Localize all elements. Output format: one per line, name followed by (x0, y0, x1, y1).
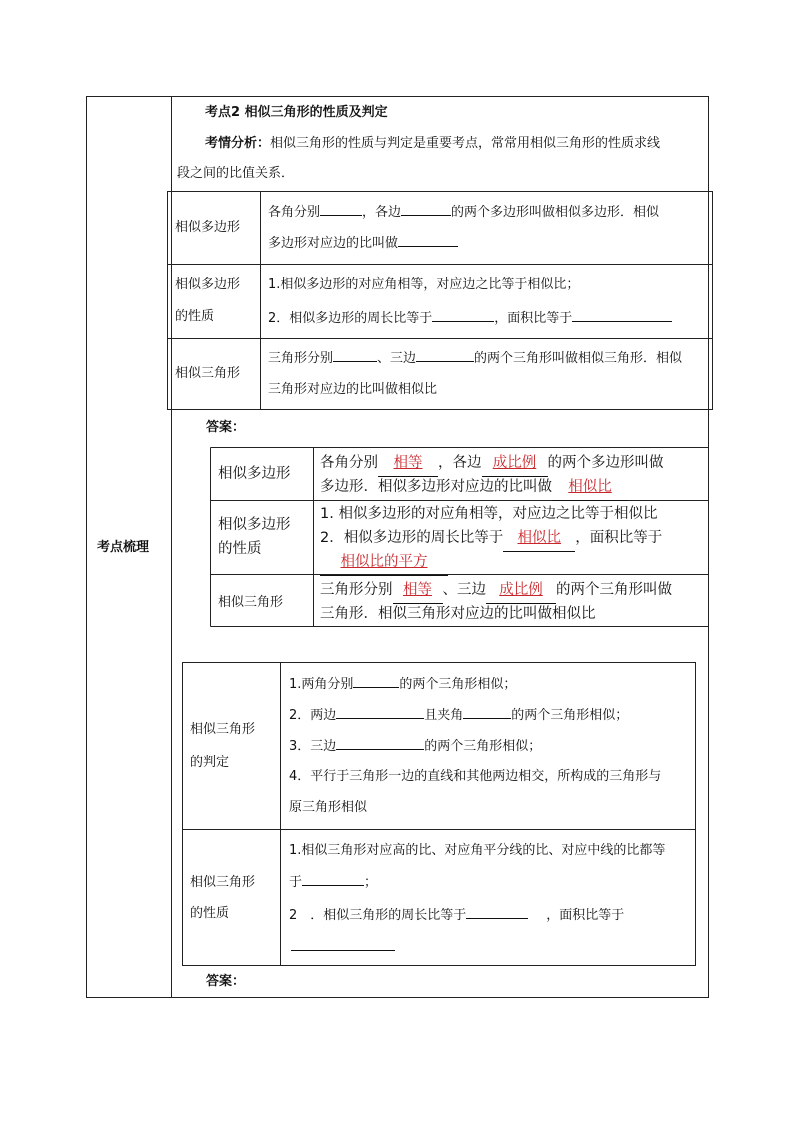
t2-row2-line2: 2．相似多边形的周长比等于 相似比 ，面积比等于 (320, 526, 662, 552)
t2-row2-line3 (320, 550, 448, 576)
answer-label-1: 答案： (206, 420, 246, 435)
t3-prop-label-2: 的性质 (190, 906, 230, 921)
answer-label-2: 答案： (206, 974, 246, 989)
t1-row2-label-2: 的性质 (175, 309, 215, 324)
t1-row3-label: 相似三角形 (175, 366, 241, 381)
t2-row2-line1: 1. 相似多边形的对应角相等，对应边之比等于相似比 (320, 506, 658, 522)
left-column-label: 考点梳理 (97, 540, 150, 555)
answer-value: 相等 (378, 451, 438, 477)
t1-row1-line2: 多边形对应边的比叫做 (268, 232, 458, 255)
t3-prop-label-1: 相似三角形 (190, 875, 256, 890)
answer-value: 相似比的平方 (320, 550, 448, 576)
t3-judge-1: 1.两角分别 的两个三角形相似； (289, 673, 516, 696)
t1-row3-line1: 三角形分别 、三边 的两个三角形叫做相似三角形．相似 (268, 347, 682, 370)
t3-judge-label-2: 的判定 (190, 755, 230, 770)
t2-row2-label-2: 的性质 (218, 541, 262, 557)
t2-row1-label: 相似多边形 (218, 466, 291, 482)
t2-row3-line1: 三角形分别 相等 、三边 成比例 的两个三角形叫做 (320, 578, 672, 604)
analysis-text: 相似三角形的性质与判定是重要考点，常常用相似三角形的性质求线 (270, 136, 661, 151)
t2-row1-line1: 各角分别 相等 ，各边 成比例 的两个多边形叫做 (320, 451, 664, 477)
analysis-line-1 (205, 133, 660, 155)
t2-row3-line2: 三角形．相似三角形对应边的比叫做相似比 (320, 606, 596, 622)
t1-row1-label: 相似多边形 (175, 220, 241, 235)
answer-table (211, 447, 708, 627)
t3-prop-1: 1.相似三角形对应高的比、对应角平分线的比、对应中线的比都等 (289, 843, 666, 858)
t1-row2-label-1: 相似多边形 (175, 277, 241, 292)
t3-judge-3: 3．三边 的两个三角形相似； (289, 735, 541, 758)
t3-judge-label-1: 相似三角形 (190, 722, 256, 737)
answer-value: 成比例 (486, 578, 556, 604)
t2-row3-label: 相似三角形 (218, 595, 284, 610)
t3-prop-blank (291, 950, 395, 951)
analysis-label: 考情分析： (205, 136, 271, 151)
answer-value: 相似比 (503, 526, 575, 552)
t1-row2-line2: 2．相似多边形的周长比等于 ，面积比等于 (268, 307, 672, 330)
t2-row1-line2: 多边形．相似多边形对应边的比叫做 相似比 (320, 475, 628, 501)
t3-judge-4: 4．平行于三角形一边的直线和其他两边相交，所构成的三角形与 (289, 769, 662, 784)
t3-judge-5: 原三角形相似 (289, 800, 368, 815)
section-title: 考点2 相似三角形的性质及判定 (205, 105, 388, 120)
t3-judge-2: 2．两边 且夹角 的两个三角形相似； (289, 704, 628, 727)
t1-row3-line2: 三角形对应边的比叫做相似比 (268, 382, 438, 397)
t1-row2-line1: 1.相似多边形的对应角相等，对应边之比等于相似比； (268, 277, 580, 292)
answer-value: 相等 (393, 578, 443, 604)
t3-prop-2: 于 ； (289, 871, 377, 894)
t2-row2-label-1: 相似多边形 (218, 517, 291, 533)
analysis-line-2: 段之间的比值关系． (177, 166, 295, 181)
t1-row1-line1: 各角分别 ，各边 的两个多边形叫做相似多边形．相似 (268, 201, 659, 224)
answer-value: 成比例 (482, 451, 548, 477)
t3-prop-3: 2 ．相似三角形的周长比等于 ，面积比等于 (289, 904, 624, 927)
answer-value: 相似比 (552, 475, 628, 501)
